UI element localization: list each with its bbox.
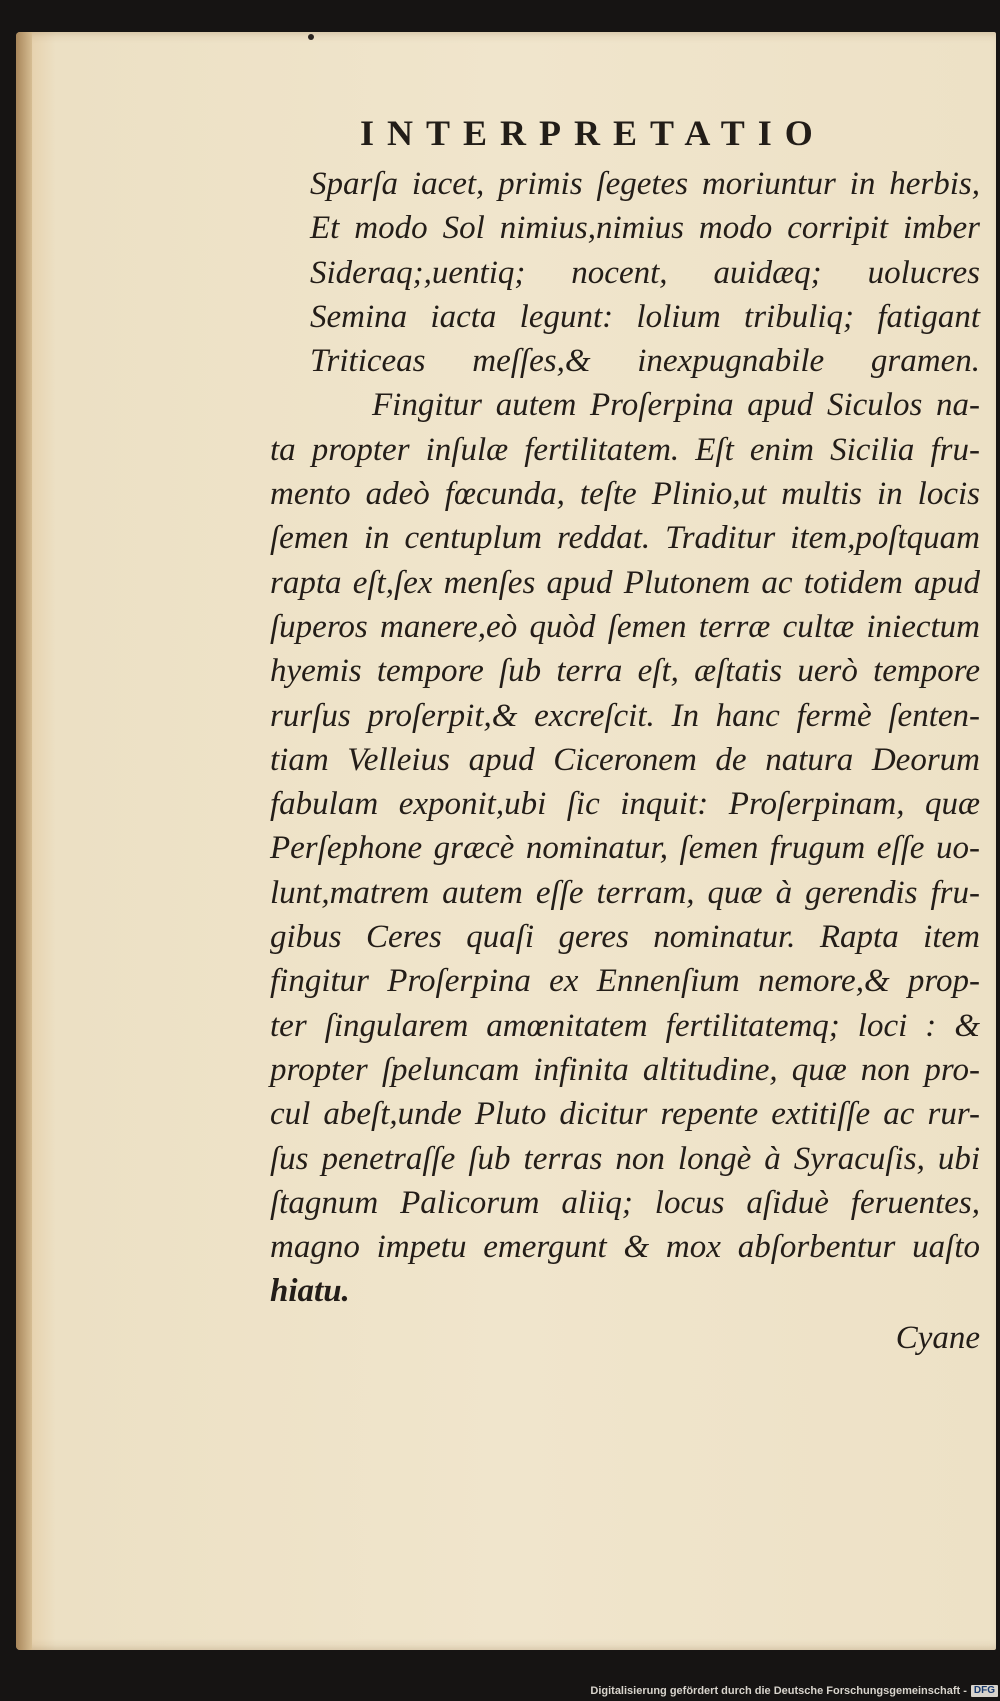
text-line: Semina iacta legunt: lolium tribuliq; fatigant: [310, 298, 980, 335]
digitization-credit: [590, 1685, 998, 1697]
body-text: [270, 162, 980, 1314]
credit-text: Digitalisierung gefördert durch die Deutsche Forschungsgemeinschaft -: [590, 1685, 967, 1697]
catchword: Cyane: [895, 1320, 980, 1356]
text-line: ſemen in centuplum reddat. Traditur item,poſtquam: [270, 520, 980, 557]
text-line: rapta eſt,ſex menſes apud Plutonem ac totidem apud: [270, 564, 980, 601]
text-line: mento adeò fœcunda, teſte Plinio,ut multis in locis: [270, 476, 980, 513]
ink-mark: [308, 34, 314, 40]
text-line: ſus penetraſſe ſub terras non longè à Syracuſis, ubi: [270, 1140, 980, 1177]
text-line: fabulam exponit,ubi ſic inquit: Proſerpinam, quæ: [270, 786, 980, 823]
text-line: cul abeſt,unde Pluto dicitur repente extitiſſe ac rur-: [270, 1096, 980, 1133]
text-line: fingitur Proſerpina ex Ennenſium nemore,& prop-: [270, 963, 980, 1000]
text-line: Perſephone græcè nominatur, ſemen frugum eſſe uo-: [270, 830, 980, 867]
text-line: Triticeas meſſes,& inexpugnabile gramen.: [310, 343, 980, 380]
text-line: ſuperos manere,eò quòd ſemen terræ cultæ iniectum: [270, 608, 980, 645]
text-line: lunt,matrem autem eſſe terram, quæ à gerendis fru-: [270, 874, 980, 911]
page-left-edge: [16, 32, 32, 1650]
text-line: Sideraq;,uentiq; nocent, auidæq; uolucres: [310, 254, 980, 291]
text-line: hyemis tempore ſub terra eſt, æſtatis uerò tempore: [270, 653, 980, 690]
text-line: magno impetu emergunt & mox abſorbentur uaſto: [270, 1229, 980, 1266]
text-line: ſtagnum Palicorum aliiq; locus aſiduè feruentes,: [270, 1184, 980, 1221]
text-line: Sparſa iacet, primis ſegetes moriuntur in herbis,: [310, 166, 980, 202]
text-line: tiam Velleius apud Ciceronem de natura Deorum: [270, 741, 980, 778]
text-line: rurſus proſerpit,& excreſcit. In hanc fermè ſenten-: [270, 697, 980, 734]
text-line: ter ſingularem amœnitatem fertilitatemq; loci : &: [270, 1007, 980, 1044]
text-line: propter ſpeluncam infinita altitudine, quæ non pro-: [270, 1051, 980, 1088]
dfg-logo: DFG: [971, 1685, 998, 1697]
text-line: Fingitur autem Proſerpina apud Siculos na-: [372, 387, 980, 424]
text-line: hiatu.: [270, 1273, 350, 1310]
text-line: Et modo Sol nimius,nimius modo corripit imber: [310, 210, 980, 247]
text-line: gibus Ceres quaſi geres nominatur. Rapta item: [270, 919, 980, 956]
page-heading: INTERPRETATIO: [360, 113, 826, 153]
text-line: ta propter inſulæ fertilitatem. Eſt enim Sicilia fru-: [270, 431, 980, 468]
